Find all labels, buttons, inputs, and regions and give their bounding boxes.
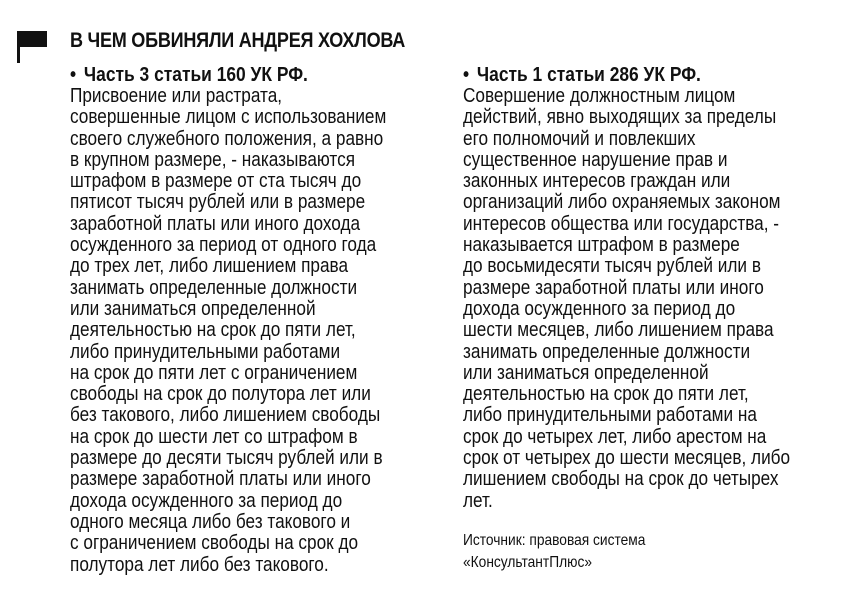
article-286-title-text: Часть 1 статьи 286 УК РФ. bbox=[476, 64, 701, 86]
text-line: организаций либо охраняемых законом bbox=[463, 191, 781, 214]
text-line: срок от четырех до шести месяцев, либо bbox=[463, 447, 791, 470]
text-line: без такового, либо лишением свободы bbox=[70, 404, 381, 427]
text-line: его полномочий и повлекших bbox=[463, 127, 696, 150]
text-line: размере до десяти тысяч рублей или в bbox=[70, 447, 383, 470]
text-line: дохода осужденного за период до bbox=[70, 489, 343, 512]
text-line: или заниматься определенной bbox=[70, 297, 316, 320]
text-line: свободы на срок до полутора лет или bbox=[70, 383, 371, 406]
article-160-text bbox=[70, 86, 430, 576]
text-line: до восьмидесяти тысяч рублей или в bbox=[463, 255, 761, 278]
text-line: штрафом в размере от ста тысяч до bbox=[70, 170, 362, 193]
text-line: действий, явно выходящих за пределы bbox=[463, 106, 777, 129]
text-line: на срок до пяти лет с ограничением bbox=[70, 361, 358, 384]
text-line: шести месяцев, либо лишением права bbox=[463, 319, 774, 342]
text-line: полутора лет либо без такового. bbox=[70, 553, 329, 576]
text-line: заработной платы или иного дохода bbox=[70, 212, 361, 235]
bullet-icon: • bbox=[70, 64, 77, 86]
source-line: «КонсультантПлюс» bbox=[463, 554, 592, 572]
article-160-title bbox=[70, 65, 383, 86]
page-title: В ЧЕМ ОБВИНЯЛИ АНДРЕЯ ХОХЛОВА bbox=[70, 29, 406, 52]
text-line: осужденного за период от одного года bbox=[70, 234, 377, 257]
text-line: существенное нарушение прав и bbox=[463, 148, 728, 171]
source-line: Источник: правовая система bbox=[463, 531, 646, 549]
text-line: деятельностью на срок до пяти лет, bbox=[70, 319, 356, 342]
text-line: лишением свободы на срок до четырех bbox=[463, 468, 779, 491]
text-line: законных интересов граждан или bbox=[463, 170, 731, 193]
article-160-title-text: Часть 3 статьи 160 УК РФ. bbox=[83, 64, 308, 86]
text-line: совершенные лицом с использованием bbox=[70, 106, 387, 129]
text-line: Совершение должностным лицом bbox=[463, 85, 736, 107]
text-line: размере заработной платы или иного bbox=[70, 468, 371, 491]
text-line: либо принудительными работами bbox=[70, 340, 341, 363]
bullet-icon: • bbox=[463, 64, 470, 86]
text-line: либо принудительными работами на bbox=[463, 404, 757, 427]
text-line: размере заработной платы или иного bbox=[463, 276, 764, 299]
source-note bbox=[463, 530, 833, 575]
flag-icon bbox=[17, 31, 47, 63]
text-line: одного месяца либо без такового и bbox=[70, 510, 351, 533]
article-286-title bbox=[463, 65, 785, 86]
text-line: или заниматься определенной bbox=[463, 361, 709, 384]
text-line: наказывается штрафом в размере bbox=[463, 234, 740, 257]
text-line: срок до четырех лет, либо арестом на bbox=[463, 425, 767, 448]
text-line: дохода осужденного за период до bbox=[463, 297, 736, 320]
text-line: в крупном размере, - наказываются bbox=[70, 148, 356, 171]
text-line: на срок до шести лет со штрафом в bbox=[70, 425, 358, 448]
text-line: пятисот тысяч рублей или в размере bbox=[70, 191, 366, 214]
article-160-column bbox=[70, 65, 430, 576]
text-line: деятельностью на срок до пяти лет, bbox=[463, 383, 749, 406]
text-line: интересов общества или государства, - bbox=[463, 212, 780, 235]
text-line: до трех лет, либо лишением права bbox=[70, 255, 349, 278]
article-286-column bbox=[463, 65, 833, 575]
text-line: занимать определенные должности bbox=[70, 276, 358, 299]
text-line: Присвоение или растрата, bbox=[70, 85, 283, 107]
text-line: с ограничением свободы на срок до bbox=[70, 532, 359, 555]
article-286-text bbox=[463, 86, 833, 512]
text-line: лет. bbox=[463, 489, 493, 512]
text-line: занимать определенные должности bbox=[463, 340, 751, 363]
text-line: своего служебного положения, а равно bbox=[70, 127, 384, 150]
